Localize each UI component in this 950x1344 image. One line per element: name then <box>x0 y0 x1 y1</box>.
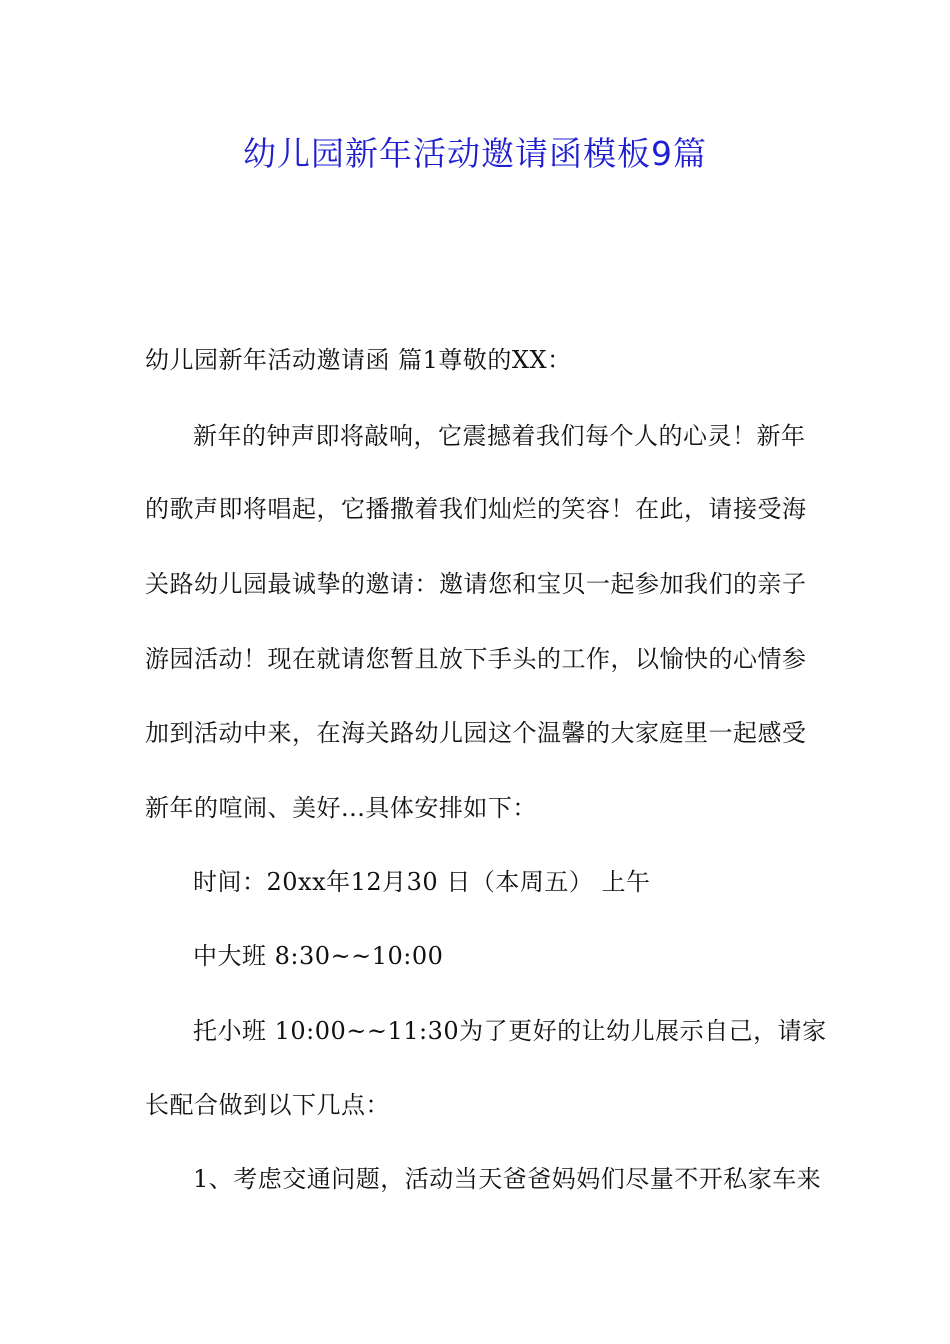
paragraph-line: 新年的钟声即将敲响，它震撼着我们每个人的心灵！新年 <box>193 422 806 450</box>
paragraph-line: 时间：20xx年12月30 日（本周五） 上午 <box>193 868 651 896</box>
paragraph-line: 1、考虑交通问题，活动当天爸爸妈妈们尽量不开私家车来 <box>193 1165 822 1193</box>
paragraph-line: 新年的喧闹、美好...具体安排如下： <box>145 794 537 822</box>
paragraph-line: 中大班 8:30~~10:00 <box>193 942 444 970</box>
paragraph-line: 的歌声即将唱起，它播撒着我们灿烂的笑容！在此，请接受海 <box>145 495 807 523</box>
paragraph-line: 游园活动！现在就请您暂且放下手头的工作，以愉快的心情参 <box>145 645 807 673</box>
paragraph-line: 长配合做到以下几点： <box>145 1091 390 1119</box>
paragraph-line: 幼儿园新年活动邀请函 篇1尊敬的XX： <box>145 346 572 374</box>
paragraph-line: 关路幼儿园最诚挚的邀请：邀请您和宝贝一起参加我们的亲子 <box>145 570 807 598</box>
paragraph-line: 加到活动中来，在海关路幼儿园这个温馨的大家庭里一起感受 <box>145 719 807 747</box>
document-title: 幼儿园新年活动邀请函模板9篇 <box>243 134 707 173</box>
paragraph-line: 托小班 10:00~~11:30为了更好的让幼儿展示自己，请家 <box>193 1017 827 1045</box>
